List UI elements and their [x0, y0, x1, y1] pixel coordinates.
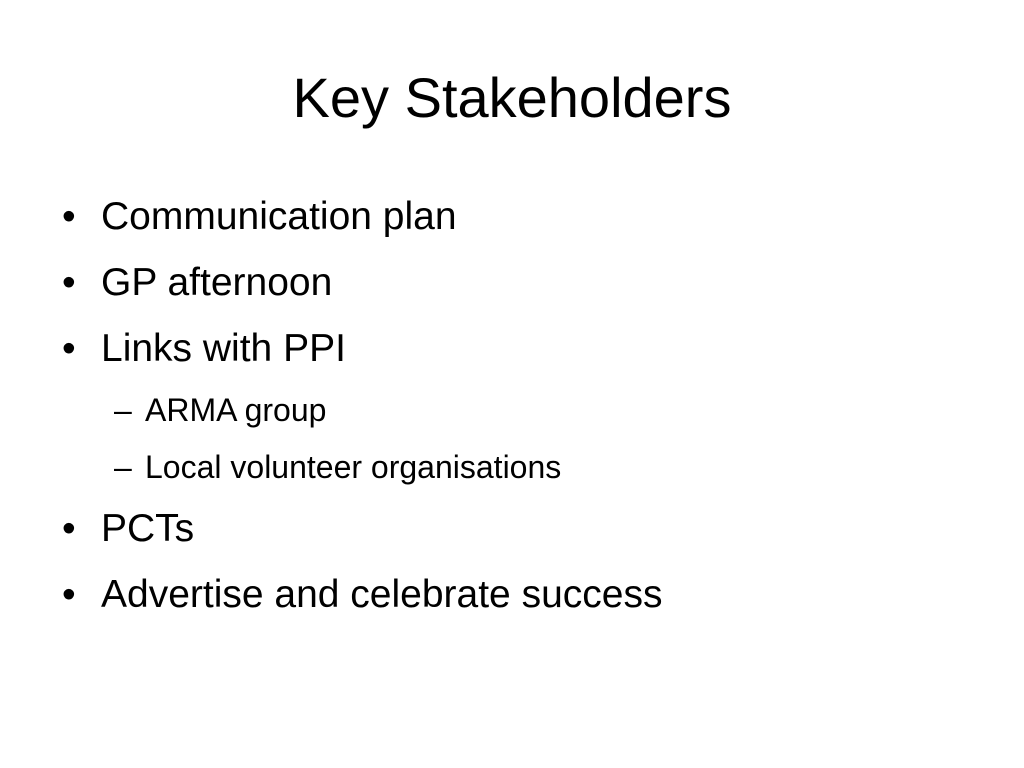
list-item-text: Links with PPI — [101, 327, 346, 370]
list-item — [60, 496, 980, 562]
list-item — [60, 316, 980, 382]
bullet-icon: • — [62, 573, 76, 616]
list-item — [60, 184, 980, 250]
list-item — [60, 250, 980, 316]
dash-icon: – — [114, 392, 132, 428]
list-item-text: PCTs — [101, 507, 195, 550]
bullet-icon: • — [62, 507, 76, 550]
sub-list-item-text: ARMA group — [145, 392, 327, 428]
list-item-text: GP afternoon — [101, 261, 333, 304]
list-item — [60, 562, 980, 628]
dash-icon: – — [114, 449, 132, 485]
bullet-list — [60, 184, 980, 628]
sub-list-item — [60, 439, 980, 496]
bullet-icon: • — [62, 261, 76, 304]
list-item-text: Advertise and celebrate success — [101, 573, 663, 616]
bullet-icon: • — [62, 327, 76, 370]
list-item-text: Communication plan — [101, 195, 457, 238]
sub-list-item-text: Local volunteer organisations — [145, 449, 562, 485]
bullet-icon: • — [62, 195, 76, 238]
slide-title: Key Stakeholders — [292, 66, 732, 129]
sub-list-item — [60, 382, 980, 439]
